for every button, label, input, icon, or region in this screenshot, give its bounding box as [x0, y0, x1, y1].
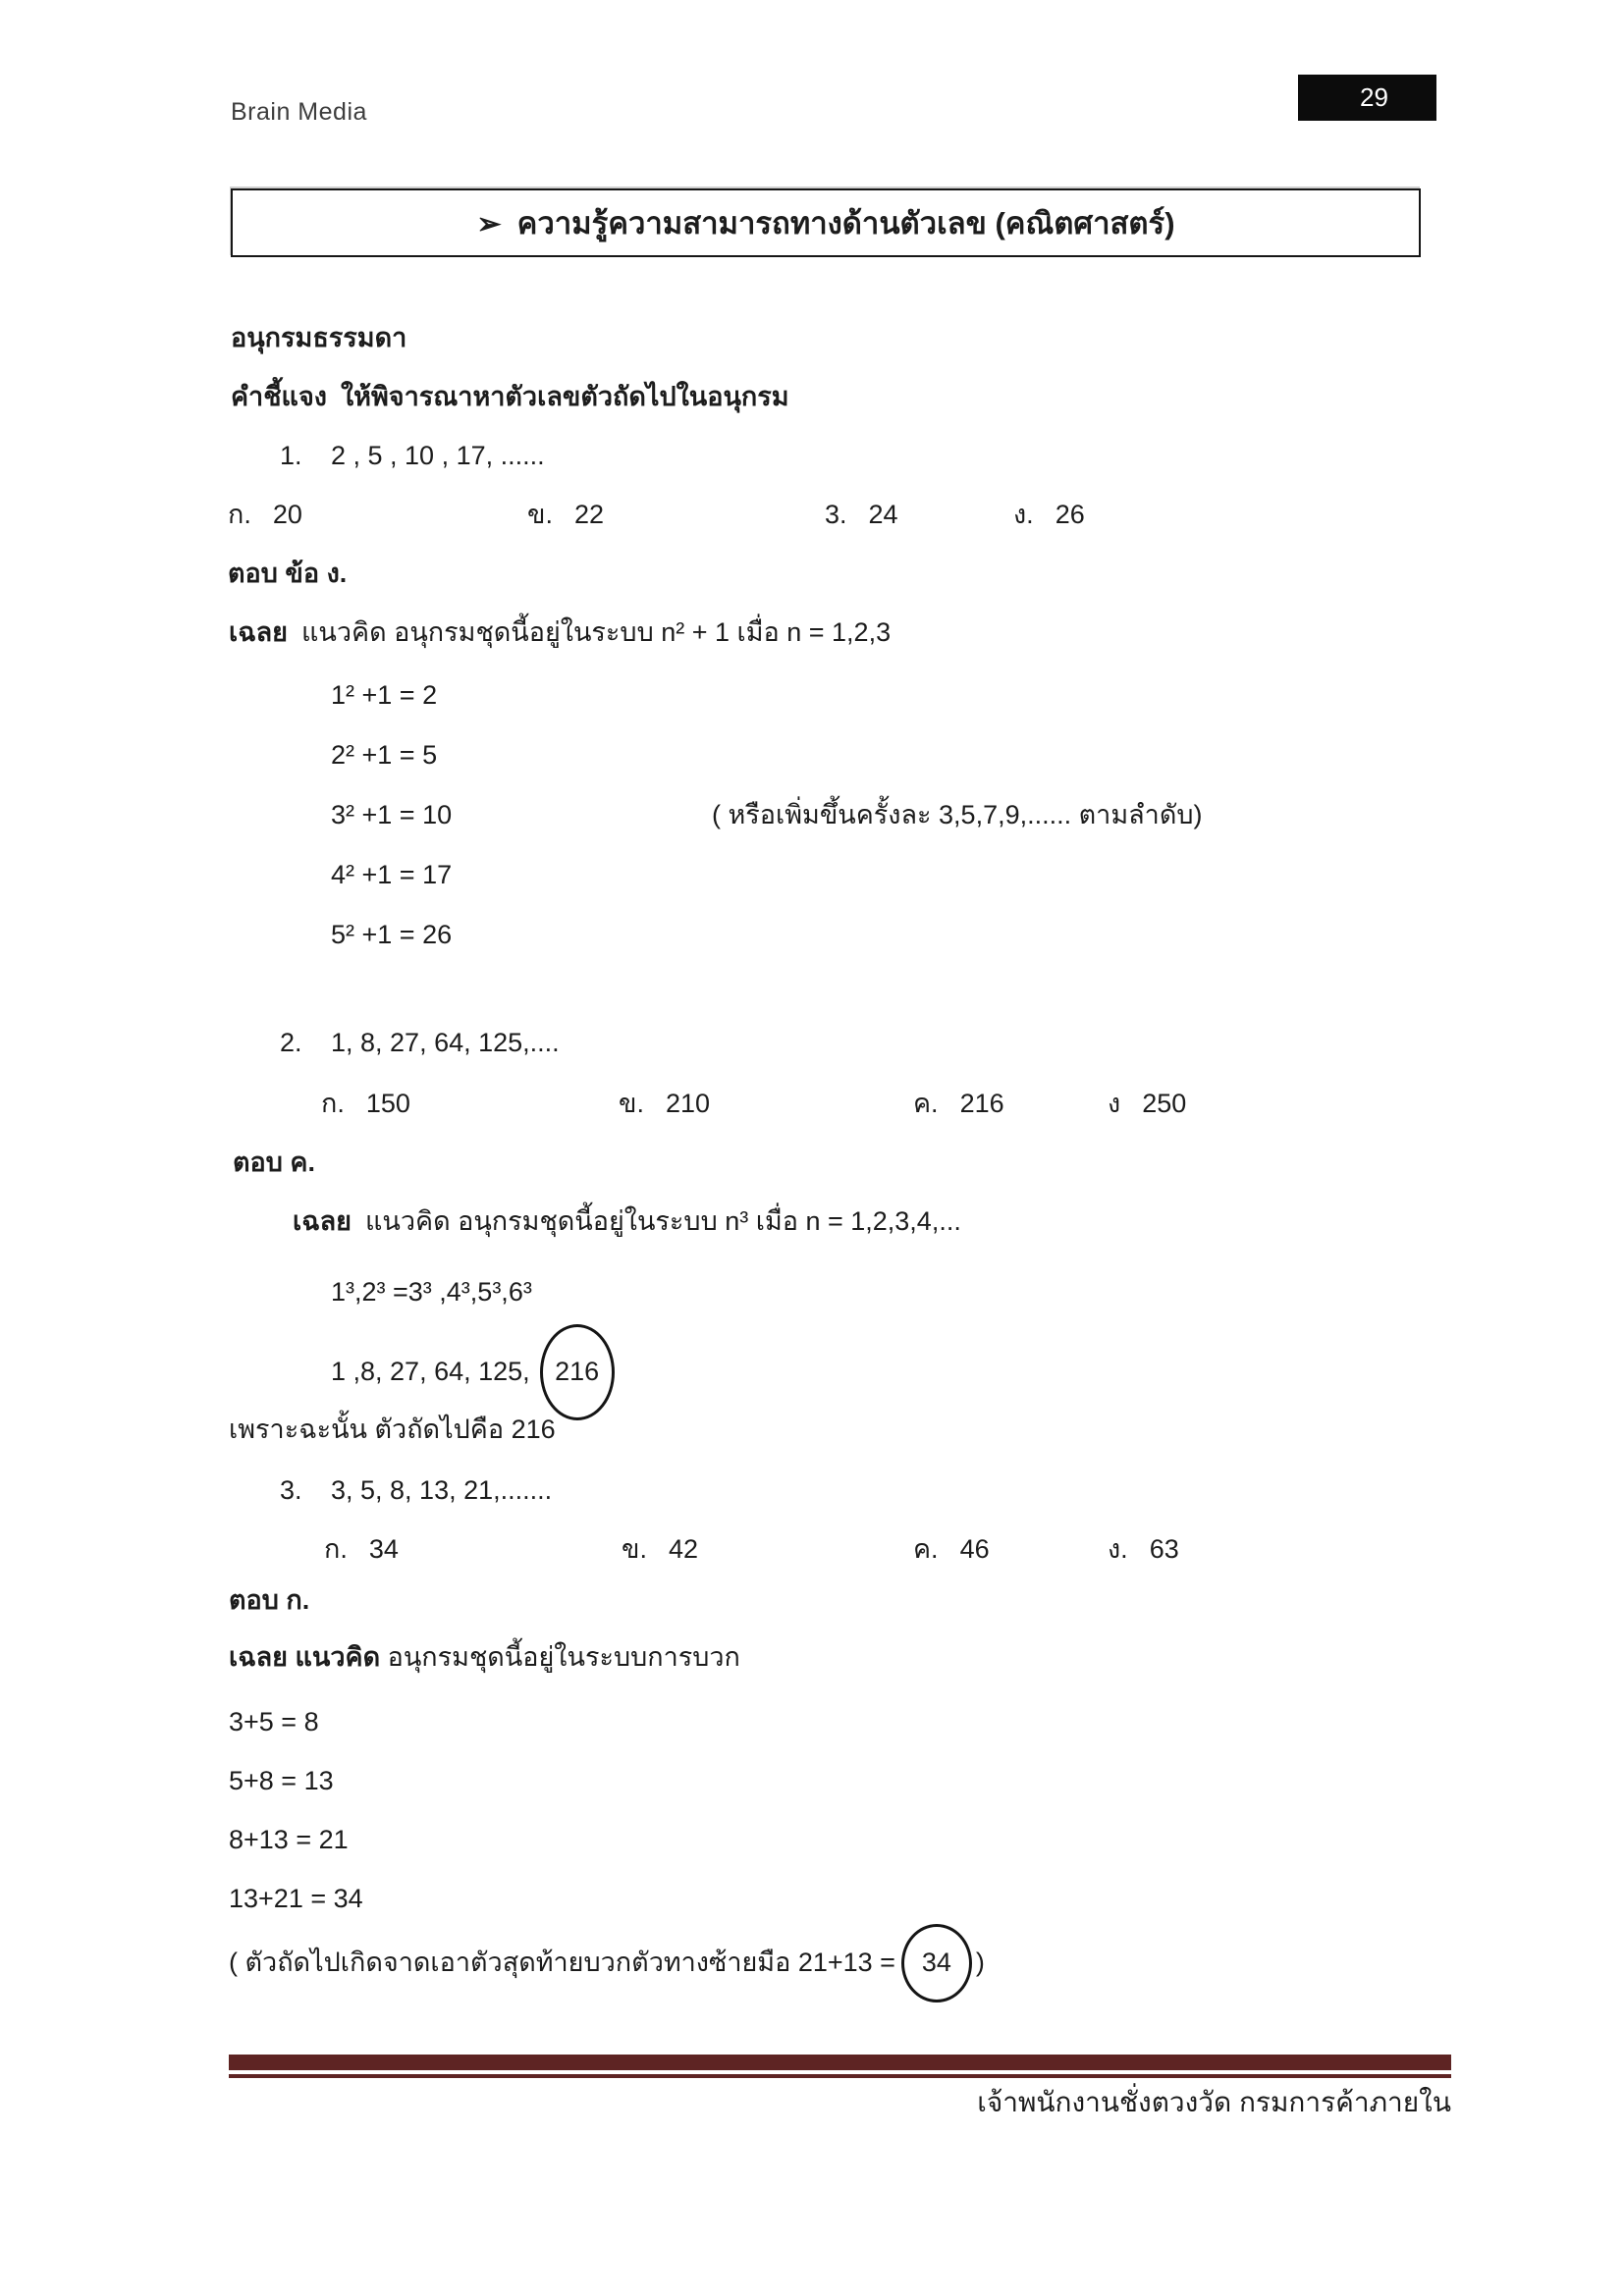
q3-final-note-line [229, 1922, 985, 2004]
question-3-options-row [0, 1533, 1624, 1575]
circled-answer-216: 216 [555, 1357, 600, 1387]
q3-step-1: 3+5 = 8 [229, 1707, 319, 1736]
q2-answer-line: ตอบ ค. [233, 1148, 315, 1177]
question-2-line [280, 1027, 560, 1060]
q2-result-line [331, 1323, 615, 1421]
q3-option-b [622, 1533, 698, 1567]
footer-text: เจ้าพนักงานชั่งตวงวัด กรมการค้าภายใน [977, 2087, 1451, 2117]
q1-option-c [825, 499, 898, 532]
q1-option-b-value: 22 [573, 500, 605, 529]
footer-rule-thick [229, 2055, 1451, 2070]
q2-solution-label: เฉลย [293, 1206, 352, 1236]
q3-option-d-value: 63 [1149, 1534, 1179, 1564]
q2-solution-text: แนวคิด อนุกรมชุดนี้อยู่ในระบบ n³ เมื่อ n = 1,2,3,4,... [365, 1206, 961, 1236]
brand-text: Brain Media [231, 98, 367, 126]
question-3-number: 3. [280, 1475, 302, 1505]
q1-solution-line [229, 616, 891, 650]
q1-option-a-label: ก. [228, 500, 251, 529]
instruction-line [231, 381, 789, 414]
q3-option-b-label: ข. [622, 1534, 647, 1564]
q1-option-b-label: ข. [527, 500, 553, 529]
q1-option-d [1013, 499, 1085, 532]
q1-option-a-value: 20 [272, 500, 302, 529]
instruction-label: คำชี้แจง [231, 382, 327, 411]
q3-solution-line [229, 1641, 740, 1675]
q1-step-4: 4² +1 = 17 [331, 860, 453, 889]
q1-solution-text: แนวคิด อนุกรมชุดนี้อยู่ในระบบ n² + 1 เมื่อ n = 1,2,3 [301, 617, 892, 647]
q3-option-b-value: 42 [668, 1534, 699, 1564]
q3-option-d [1108, 1533, 1179, 1567]
q2-option-d-value: 250 [1142, 1089, 1187, 1118]
question-2-options-row [0, 1088, 1624, 1129]
q1-step-3: 3² +1 = 10 [331, 800, 453, 829]
q3-step-2: 5+8 = 13 [229, 1766, 334, 1795]
question-3-line [280, 1474, 552, 1508]
question-1-line [280, 440, 545, 473]
q1-option-a [228, 499, 302, 532]
q1-option-c-value: 24 [868, 500, 898, 529]
q2-option-a [321, 1088, 410, 1121]
question-3-series: 3, 5, 8, 13, 21,....... [331, 1475, 553, 1505]
question-1-options-row [0, 499, 1624, 540]
section-header-box [231, 188, 1421, 257]
circled-answer-34: 34 [921, 1948, 951, 1978]
q2-option-d-label: ง [1108, 1089, 1121, 1118]
answer-circle-34 [901, 1924, 972, 2002]
question-1-series: 2 , 5 , 10 , 17, ...... [331, 441, 545, 470]
page-number: 29 [1360, 82, 1388, 112]
q3-option-a-value: 34 [368, 1534, 399, 1564]
q3-solution-text: อนุกรมชุดนี้อยู่ในระบบการบวก [387, 1642, 740, 1672]
q2-option-b [619, 1088, 710, 1121]
q2-solution-line [293, 1205, 961, 1239]
section-header-title: ความรู้ความสามารถทางด้านตัวเลข (คณิตศาสตร์) [516, 206, 1175, 240]
q2-cubes-line: 1³,2³ =3³ ,4³,5³,6³ [331, 1277, 532, 1307]
q2-option-a-label: ก. [321, 1089, 345, 1118]
q3-answer-line: ตอบ ก. [229, 1585, 310, 1615]
arrow-bullet-icon: ➢ [476, 207, 502, 240]
q2-option-d [1108, 1088, 1186, 1121]
q2-option-b-label: ข. [619, 1089, 644, 1118]
q1-solution-label: เฉลย [229, 617, 288, 647]
q3-step-4: 13+21 = 34 [229, 1884, 363, 1913]
q1-step-1: 1² +1 = 2 [331, 680, 438, 710]
answer-circle-216 [540, 1324, 615, 1420]
q3-option-c [913, 1533, 990, 1567]
page-number-badge [1298, 75, 1436, 121]
question-2-series: 1, 8, 27, 64, 125,.... [331, 1028, 560, 1057]
q3-option-a [324, 1533, 399, 1567]
q1-option-b [527, 499, 604, 532]
q3-option-c-label: ค. [913, 1534, 939, 1564]
q2-conclusion-line: เพราะฉะนั้น ตัวถัดไปคือ 216 [229, 1415, 556, 1444]
q1-side-note: ( หรือเพิ่มขึ้นครั้งละ 3,5,7,9,...... ตามลำดับ) [712, 800, 1203, 829]
q1-step-5: 5² +1 = 26 [331, 920, 453, 949]
q3-step-3: 8+13 = 21 [229, 1825, 349, 1854]
q2-option-b-value: 210 [665, 1089, 711, 1118]
q2-option-c-label: ค. [913, 1089, 939, 1118]
q3-final-note-suffix: ) [975, 1948, 985, 1978]
q1-option-c-label: 3. [825, 500, 847, 529]
q2-option-c [913, 1088, 1004, 1121]
q1-option-d-label: ง. [1013, 500, 1034, 529]
question-1-number: 1. [280, 441, 302, 470]
q1-answer-line: ตอบ ข้อ ง. [228, 559, 348, 588]
q1-option-d-value: 26 [1055, 500, 1085, 529]
q2-result-prefix: 1 ,8, 27, 64, 125, [331, 1357, 530, 1387]
q1-step-2: 2² +1 = 5 [331, 740, 438, 770]
q3-final-note-prefix: ( ตัวถัดไปเกิดจาดเอาตัวสุดท้ายบวกตัวทางซ้ายมือ 21+13 = [229, 1948, 895, 1978]
q3-option-d-label: ง. [1108, 1534, 1128, 1564]
q2-option-c-value: 216 [959, 1089, 1004, 1118]
instruction-text: ให้พิจารณาหาตัวเลขตัวถัดไปในอนุกรม [340, 382, 789, 411]
question-2-number: 2. [280, 1028, 302, 1057]
q3-option-c-value: 46 [959, 1534, 990, 1564]
footer-rule-thin [229, 2074, 1451, 2078]
q3-solution-label: เฉลย แนวคิด [229, 1642, 381, 1672]
q2-option-a-value: 150 [365, 1089, 410, 1118]
section-title: อนุกรมธรรมดา [231, 323, 407, 352]
q3-option-a-label: ก. [324, 1534, 348, 1564]
